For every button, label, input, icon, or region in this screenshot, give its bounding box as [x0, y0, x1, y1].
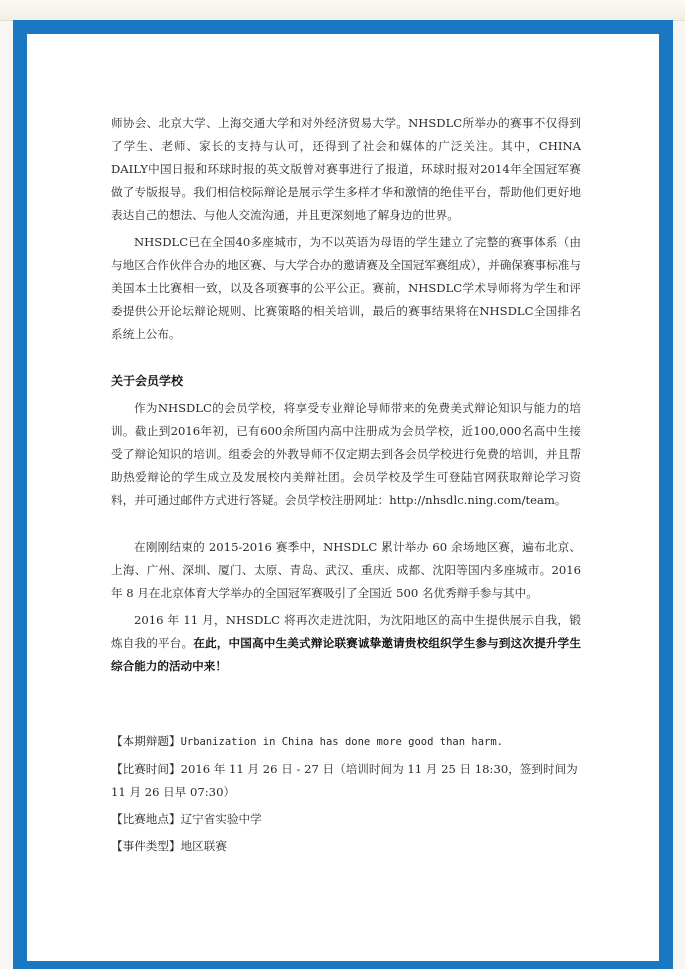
intro-paragraph-1: 师协会、北京大学、上海交通大学和对外经济贸易大学。NHSDLC所举办的赛事不仅得到了学生、老师、家长的支持与认可，还得到了社会和媒体的广泛关注。其中，CHINA DAILY中国日报和环球时报的英文版曾对赛事进行了报道，环球时报对2014年全国冠军赛做了专版报导。我们相信校际辩论是展示学生多样才华和激情的绝佳平台，帮助他们更好地表达自己的想法、与他人交流沟通，并且更深刻地了解身边的世界。 — [111, 116, 581, 222]
invitation-bold-text: 在此，中国高中生美式辩论联赛诚挚邀请贵校组织学生参与到这次提升学生综合能力的活动中来！ — [111, 636, 581, 673]
venue-value: 辽宁省实验中学 — [180, 812, 262, 826]
info-time — [111, 758, 581, 804]
info-venue — [111, 808, 581, 831]
topic-label: 【本期辩题】 — [111, 734, 181, 748]
intro-paragraph-2: NHSDLC已在全国40多座城市，为不以英语为母语的学生建立了完整的赛事体系（由与地区合作伙伴合办的地区赛、与大学合办的邀请赛及全国冠军赛组成），并确保赛事标准与美国本土比赛相一致，以及各项赛事的公平公正。赛前，NHSDLC学术导师将为学生和评委提供公开论坛辩论规则、比赛策略的相关培训，最后的赛事结果将在NHSDLC全国排名系统上公布。 — [111, 235, 581, 341]
info-topic — [111, 730, 581, 754]
shenyang-paragraph-text: 2016 年 11 月，NHSDLC 将再次走进沈阳，为沈阳地区的高中生提供展示自我，锻炼自我的平台。 — [111, 613, 581, 650]
shenyang-paragraph — [111, 609, 581, 678]
document-body — [111, 112, 581, 858]
time-label: 【比赛时间】 — [111, 762, 181, 776]
type-label: 【事件类型】 — [111, 839, 181, 853]
topic-value: Urbanization in China has done more good than harm. — [180, 736, 503, 748]
member-school-paragraph: 作为NHSDLC的会员学校，将享受专业辩论导师带来的免费美式辩论知识与能力的培训。截止到2016年初，已有600余所国内高中注册成为会员学校，近100,000名高中生接受了辩论知识的培训。组委会的外教导师不仅定期去到各会员学校进行免费的培训，并且帮助热爱辩论的学生成立及发展校内美辩社团。会员学校及学生可登陆官网获取辩论学习资料，并可通过邮件方式进行答疑。会员学校注册网址：http://nhsdlc.ning.com/team。 — [111, 401, 581, 507]
season-paragraph: 在刚刚结束的 2015-2016 赛季中，NHSDLC 累计举办 60 余场地区赛，遍布北京、上海、广州、深圳、厦门、太原、青岛、武汉、重庆、成都、沈阳等国内多座城市。2016 年 8 月在北京体育大学举办的全国冠军赛吸引了全国近 500 名优秀辩手参与其中。 — [111, 540, 581, 600]
type-value: 地区联赛 — [180, 839, 227, 853]
info-type — [111, 835, 581, 858]
paper-top-edge — [0, 0, 685, 21]
time-value: 2016 年 11 月 26 日 - 27 日（培训时间为 11 月 25 日 18:30，签到时间为 11 月 26 日早 07:30） — [111, 762, 578, 799]
event-info-list — [111, 730, 581, 858]
venue-label: 【比赛地点】 — [111, 812, 181, 826]
member-school-heading: 关于会员学校 — [111, 374, 184, 388]
